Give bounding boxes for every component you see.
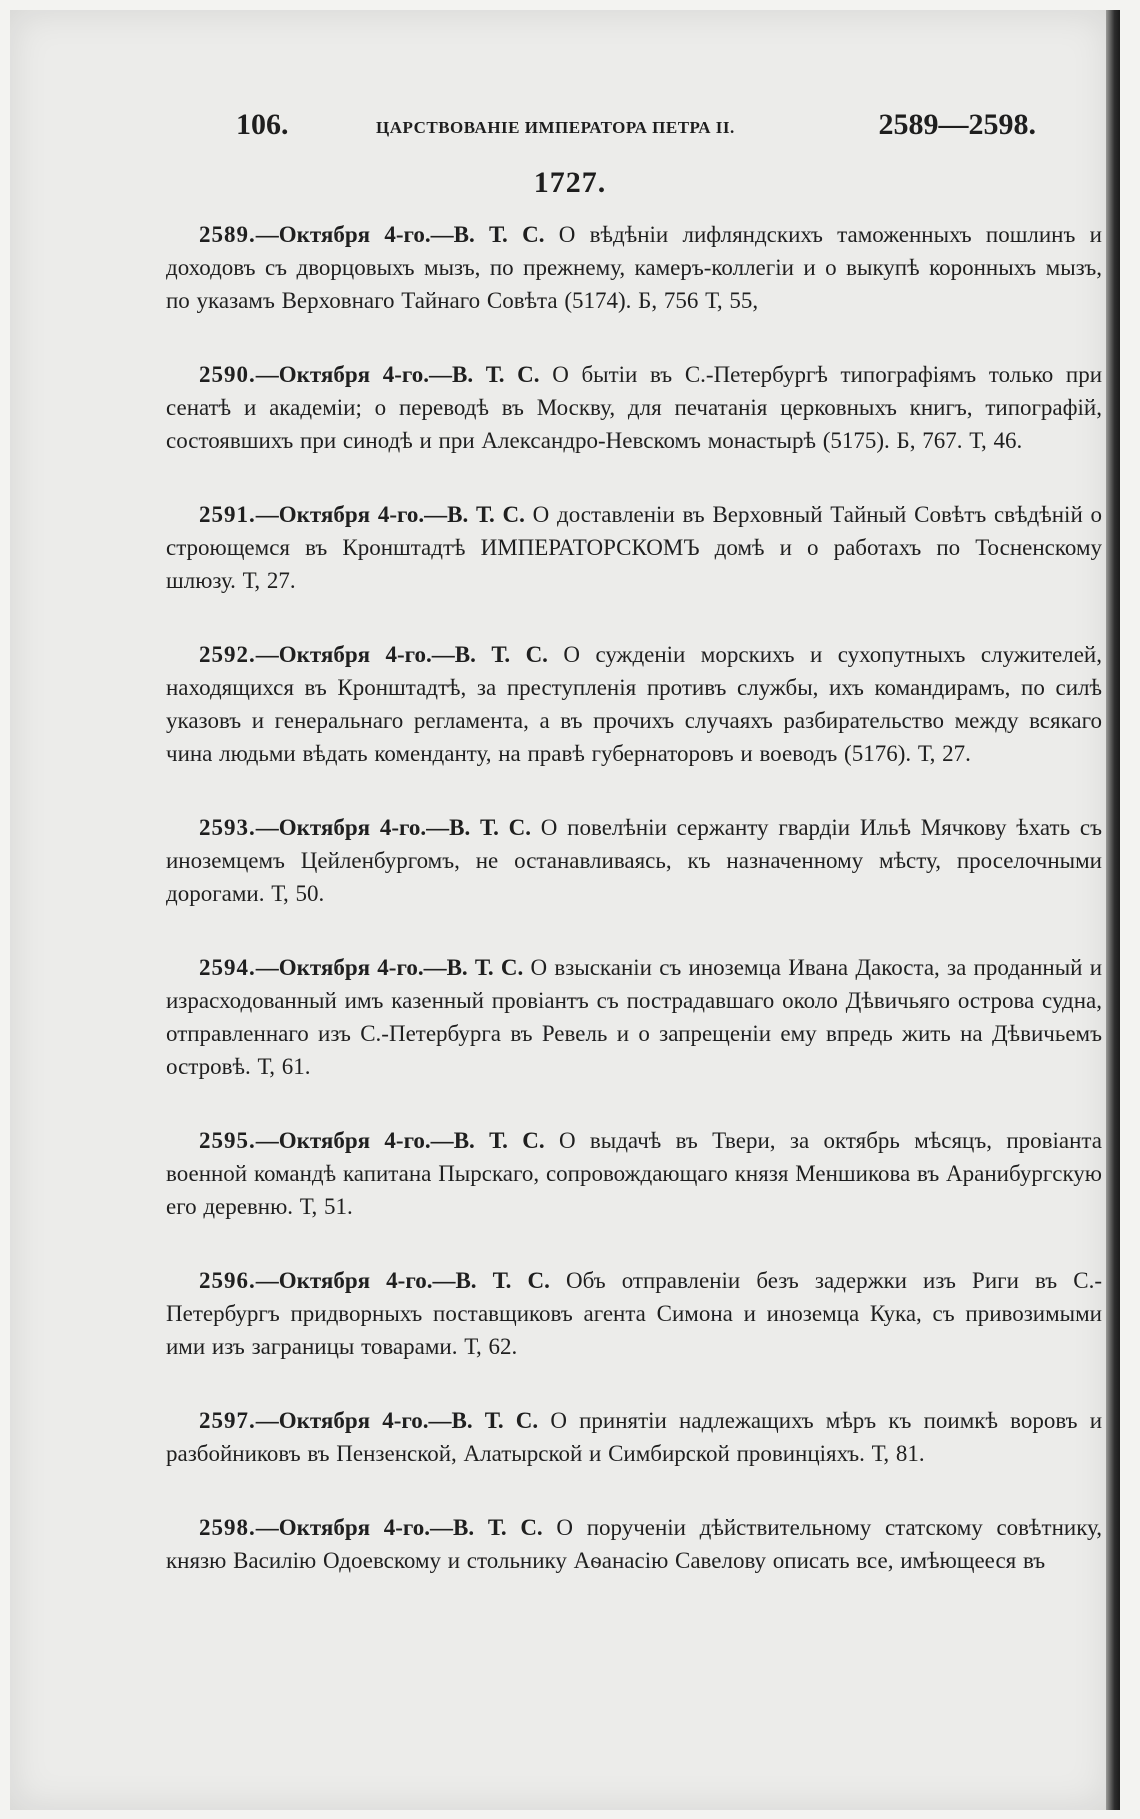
entry-body: О сужденіи морскихъ и сухопутныхъ служителей, находящихся въ Кронштадтѣ, за преступленія противъ службы, ихъ командирамъ, по силѣ указовъ и генеральнаго регламента, а въ прочихъ случаяхъ разбирательство между всякаго чина людьми вѣдать коменданту, на правѣ губернаторовъ и воеводъ (5176). [166,642,1102,766]
entry-2589 [166,218,1102,317]
entry-number: 2597. [199,1408,256,1433]
entry-date: —Октября 4-го.— [255,502,448,527]
book-spine-shadow [1106,10,1120,1810]
entry-date: —Октября 4-го.— [255,642,455,667]
entry-date: —Октября 4-го.— [255,1408,452,1433]
entry-body: О повелѣніи сержанту гвардіи Ильѣ Мячкову ѣхать съ иноземцемъ Цейленбургомъ, не останавливаясь, къ назначенному мѣсту, проселочными дорогами. [166,815,1102,906]
entry-date: —Октября 4-го.— [255,1515,454,1540]
entry-2595 [166,1124,1102,1223]
entry-source: В. Т. С. [453,1515,543,1540]
entry-date: —Октября 4-го.— [255,1268,456,1293]
entries-list [166,218,1102,1618]
entry-number: 2596. [199,1268,256,1293]
entry-number: 2598. [199,1515,256,1540]
entry-number: 2592. [199,642,256,667]
entry-number: 2591. [199,502,256,527]
entry-refs: Т, 27. [242,568,296,593]
entry-2593 [166,811,1102,910]
entry-refs: Б, 767. Т, 46. [896,428,1023,453]
entry-2596 [166,1264,1102,1363]
entry-date: —Октября 4-го.— [255,362,452,387]
entry-2594 [166,951,1102,1083]
entry-number: 2594. [199,955,256,980]
entry-body: О порученіи дѣйствительному статскому совѣтнику, князю Василію Одоевскому и стольнику Аѳанасію Савелову описать все, имѣющееся въ [166,1515,1102,1573]
entry-body: О доставленіи въ Верховный Тайный Совѣтъ свѣдѣній о строющемся въ Кронштадтѣ ИМПЕРАТОРСКОМЪ домѣ и о работахъ по Тосненскому шлюзу. [166,502,1103,593]
entry-refs: Т, 61. [257,1054,311,1079]
entry-body: О бытіи въ С.-Петербургѣ типографіямъ только при сенатѣ и академіи; о переводѣ въ Москву, для печатанія церковныхъ книгъ, типографій, состоявшихъ при синодѣ и при Александро-Невскомъ монастырѣ (5175). [166,362,1102,453]
entry-date: —Октября 4-го.— [255,1128,454,1153]
entry-source: В. Т. С. [453,222,545,247]
entry-number: 2595. [199,1128,256,1153]
entry-number: 2589. [199,222,256,247]
entry-number: 2590. [199,362,256,387]
entry-body: О вѣдѣніи лифляндскихъ таможенныхъ пошлинъ и доходовъ съ дворцовыхъ мызъ, по прежнему, камеръ-коллегіи и о выкупѣ коронныхъ мызъ, по указамъ Верховнаго Тайнаго Совѣта (5174). [166,222,1102,313]
entry-2597 [166,1404,1102,1470]
entry-body: О выдачѣ въ Твери, за октябрь мѣсяцъ, провіанта военной командѣ капитана Пырскаго, сопровождающаго князя Меншикова въ Аранибургскую его деревню. [166,1128,1102,1219]
entry-refs: Т, 50. [271,881,325,906]
entry-source: В. Т. С. [446,955,524,980]
year-heading: 1727. [533,166,607,199]
running-title: ЦАРСТВОВАНІЕ ИМПЕРАТОРА ПЕТРА II. [376,118,735,137]
page-header [236,108,1036,148]
page-number: 106. [236,108,289,141]
entry-body: О взысканіи съ иноземца Ивана Дакоста, за проданный и израсходованный имъ казенный провіантъ съ пострадавшаго около Дѣвичьяго острова судна, отправленнаго изъ С.-Петербурга въ Ревель и о запрещеніи ему впредь жить на Дѣвичьемъ островѣ. [166,955,1103,1079]
entry-range: 2589—2598. [878,108,1036,141]
entry-number: 2593. [199,815,256,840]
entry-2598 [166,1511,1102,1577]
entry-2592 [166,638,1102,770]
entry-2590 [166,358,1102,457]
entry-body: О принятіи надлежащихъ мѣръ къ поимкѣ воровъ и разбойниковъ въ Пензенской, Алатырской и Симбирской провинціяхъ. [166,1408,1103,1466]
entry-refs: Т, 62. [464,1334,518,1359]
entry-date: —Октября 4-го.— [255,955,447,980]
entry-source: В. Т. С. [455,1268,550,1293]
entry-source: В. Т. С. [453,1128,545,1153]
entry-refs: Б, 756 Т, 55, [638,288,759,313]
entry-date: —Октября 4-го.— [255,222,454,247]
entry-source: В. Т. С. [452,362,540,387]
entry-date: —Октября 4-го.— [255,815,450,840]
entry-refs: Т, 81. [871,1441,925,1466]
entry-refs: Т, 51. [299,1194,353,1219]
entry-2591 [166,498,1102,597]
entry-source: В. Т. С. [454,642,548,667]
entry-source: В. Т. С. [449,815,531,840]
entry-refs: Т, 27. [917,741,971,766]
entry-source: В. Т. С. [451,1408,539,1433]
entry-body: Объ отправленіи безъ задержки изъ Риги въ С.-Петербургъ придворныхъ поставщиковъ агента Симона и иноземца Кука, съ привозимыми ими изъ заграницы товарами. [166,1268,1102,1359]
entry-source: В. Т. С. [447,502,525,527]
